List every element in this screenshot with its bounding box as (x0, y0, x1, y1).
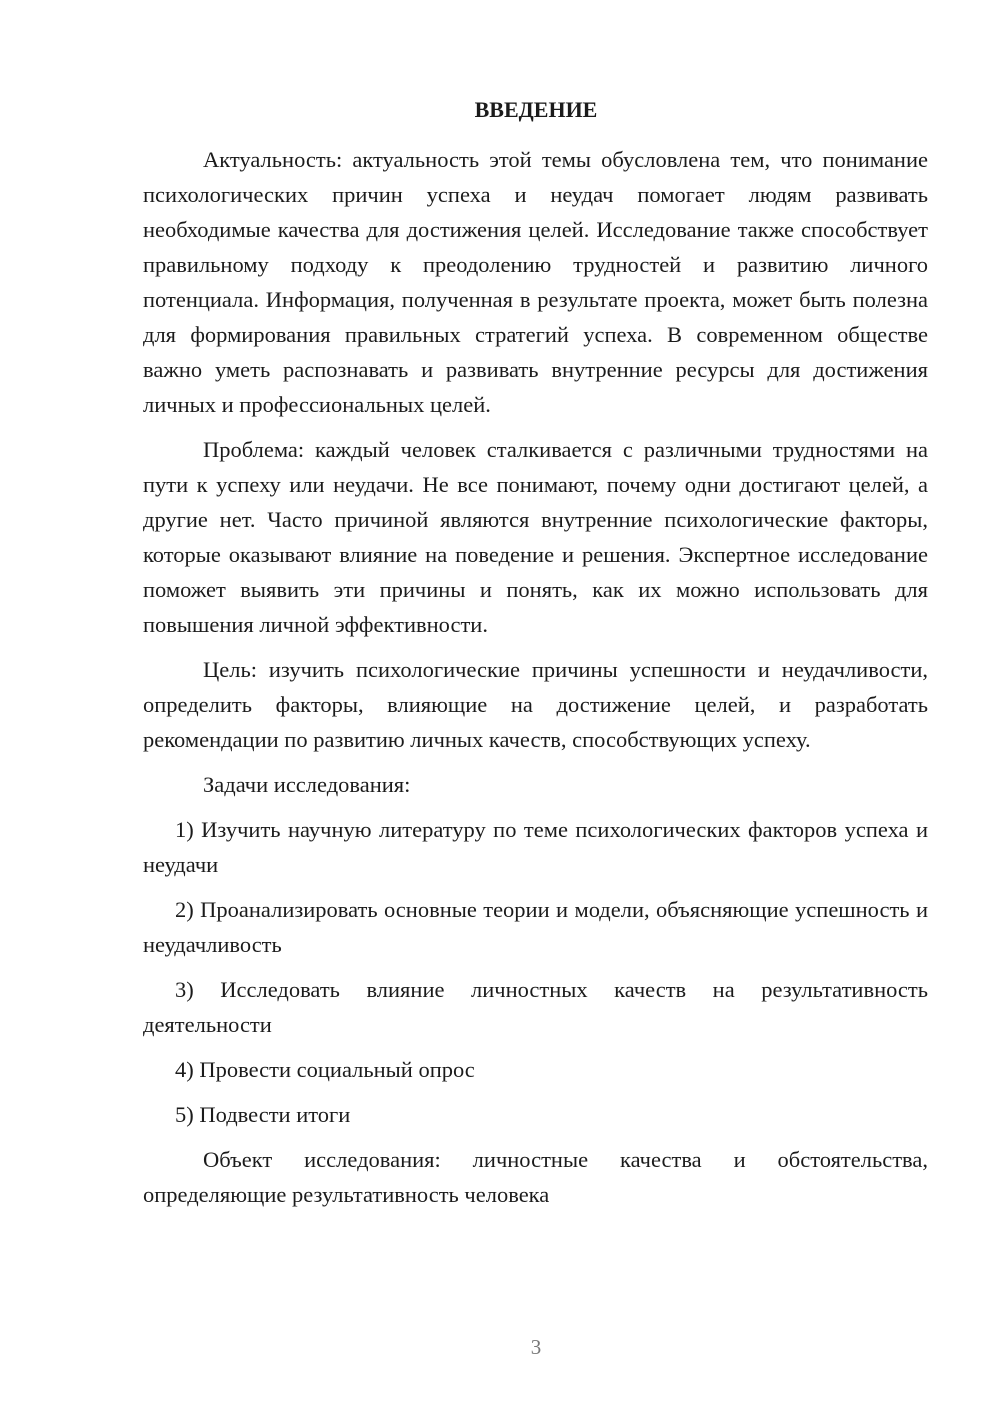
page-number: 3 (530, 1335, 542, 1359)
task-item: 3) Исследовать влияние личностных качеств на результативность деятельности (143, 977, 928, 1037)
body-text (143, 142, 928, 1222)
relevance-paragraph: Актуальность: актуальность этой темы обусловлена тем, что понимание психологических причин успеха и неудач помогает людям развивать необходимые качества для достижения целей. Исследование также способствует правильному подходу к преодолению трудностей и развитию личного потенциала. Информация, полученная в результате проекта, может быть полезна для формирования правильных стратегий успеха. В современном обществе важно уметь распознавать и развивать внутренние ресурсы для достижения личных и профессиональных целей. (143, 147, 928, 417)
task-item: 1) Изучить научную литературу по теме психологических факторов успеха и неудачи (143, 817, 928, 877)
section-heading: ВВЕДЕНИЕ (474, 97, 598, 122)
task-item: 2) Проанализировать основные теории и модели, объясняющие успешность и неудачливость (143, 897, 928, 957)
problem-paragraph: Проблема: каждый человек сталкивается с различными трудностями на пути к успеху или неудачи. Не все понимают, почему одни достигают целей, а другие нет. Часто причиной являются внутренние психологические факторы, которые оказывают влияние на поведение и решения. Экспертное исследование поможет выявить эти причины и понять, как их можно использовать для повышения личной эффективности. (143, 437, 928, 637)
goal-paragraph: Цель: изучить психологические причины успешности и неудачливости, определить факторы, влияющие на достижение целей, и разработать рекомендации по развитию личных качеств, способствующих успеху. (143, 657, 928, 752)
task-item: 4) Провести социальный опрос (175, 1057, 475, 1082)
task-item: 5) Подвести итоги (175, 1102, 351, 1127)
tasks-heading: Задачи исследования: (203, 772, 411, 797)
object-paragraph: Объект исследования: личностные качества и обстоятельства, определяющие результативность человека (143, 1147, 928, 1207)
